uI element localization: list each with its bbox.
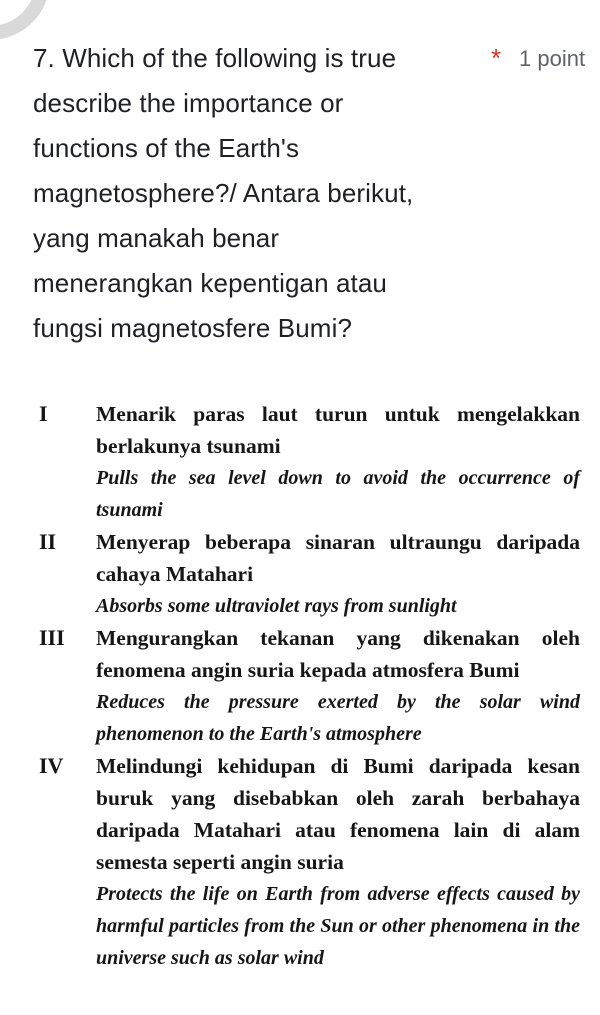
required-asterisk: * <box>491 43 502 73</box>
statement-english-text: Reduces the pressure exerted by the solar wind phenomenon to the Earth's atmosphere <box>96 691 580 745</box>
points-label: 1 point <box>519 46 586 71</box>
statement-ii <box>0 526 600 622</box>
question-title-line: magnetosphere?/ Antara berikut, <box>33 178 414 208</box>
question-title-line: menerangkan kepentigan atau <box>33 268 387 298</box>
statement-numeral: III <box>39 625 65 650</box>
question-title-line: fungsi magnetosfere Bumi? <box>33 313 353 343</box>
statement-english-text: Pulls the sea level down to avoid the occurrence of tsunami <box>96 467 580 521</box>
statement-numeral: I <box>39 401 48 426</box>
statement-numeral: IV <box>39 753 64 778</box>
question-title-line: yang manakah benar <box>33 223 280 253</box>
question-title-line: describe the importance or <box>33 88 344 118</box>
statement-i <box>0 398 600 526</box>
statement-iv <box>0 750 600 974</box>
statement-malay-text: Menyerap beberapa sinaran ultraungu daripada cahaya Matahari <box>96 530 580 586</box>
statement-malay-text: Mengurangkan tekanan yang dikenakan oleh fenomena angin suria kepada atmosfera Bumi <box>96 626 580 682</box>
statement-malay-text: Melindungi kehidupan di Bumi daripada kesan buruk yang disebabkan oleh zarah berbahaya daripada Matahari atau fenomena lain di alam semesta seperti angin suria <box>96 754 580 874</box>
statement-iii <box>0 622 600 750</box>
question-title-line: functions of the Earth's <box>33 133 300 163</box>
decorative-corner-shape <box>0 0 50 40</box>
statement-image <box>0 398 600 974</box>
statement-malay-text: Menarik paras laut turun untuk mengelakkan berlakunya tsunami <box>96 402 580 458</box>
question-title-line: 7. Which of the following is true <box>33 43 397 73</box>
statement-english-text: Absorbs some ultraviolet rays from sunlight <box>96 595 457 617</box>
statement-numeral: II <box>39 529 57 554</box>
statement-english-text: Protects the life on Earth from adverse effects caused by harmful particles from the Sun or other phenomena in the universe such as solar wind <box>96 883 580 969</box>
question-header <box>33 36 593 351</box>
